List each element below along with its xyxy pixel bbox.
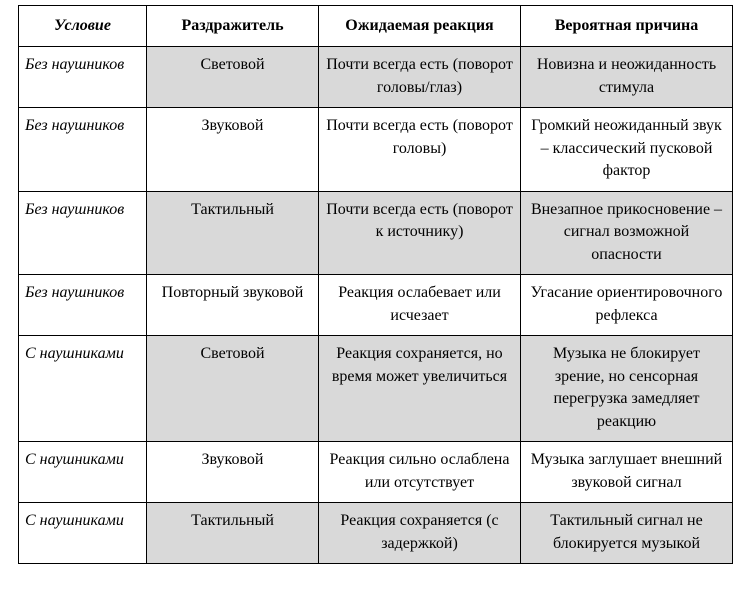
header-stimulus: Раздражитель	[147, 6, 319, 47]
cell-stimulus: Тактильный	[147, 191, 319, 275]
table-row	[19, 191, 733, 275]
header-cause: Вероятная причина	[521, 6, 733, 47]
cell-cause: Громкий неожиданный звук – классический пусковой фактор	[521, 108, 733, 192]
header-reaction: Ожидаемая реакция	[319, 6, 521, 47]
cell-cause: Новизна и неожиданность стимула	[521, 47, 733, 108]
experiment-table	[18, 5, 733, 564]
table-row	[19, 503, 733, 564]
table-row	[19, 275, 733, 336]
header-condition: Условие	[19, 6, 147, 47]
cell-stimulus: Звуковой	[147, 442, 319, 503]
cell-condition: Без наушников	[19, 47, 147, 108]
cell-cause: Музыка не блокирует зрение, но сенсорная перегрузка замедляет реакцию	[521, 336, 733, 442]
cell-stimulus: Тактильный	[147, 503, 319, 564]
cell-stimulus: Световой	[147, 336, 319, 442]
cell-cause: Угасание ориентировочного рефлекса	[521, 275, 733, 336]
cell-reaction: Почти всегда есть (поворот к источнику)	[319, 191, 521, 275]
cell-cause: Музыка заглушает внешний звуковой сигнал	[521, 442, 733, 503]
cell-reaction: Почти всегда есть (поворот головы)	[319, 108, 521, 192]
cell-reaction: Реакция сохраняется (с задержкой)	[319, 503, 521, 564]
cell-cause: Внезапное прикосновение – сигнал возможной опасности	[521, 191, 733, 275]
table-row	[19, 442, 733, 503]
cell-condition: С наушниками	[19, 503, 147, 564]
table-row	[19, 108, 733, 192]
cell-condition: Без наушников	[19, 275, 147, 336]
table-row	[19, 336, 733, 442]
table-header-row	[19, 6, 733, 47]
cell-reaction: Реакция сильно ослаблена или отсутствует	[319, 442, 521, 503]
cell-reaction: Почти всегда есть (поворот головы/глаз)	[319, 47, 521, 108]
cell-condition: С наушниками	[19, 336, 147, 442]
cell-reaction: Реакция сохраняется, но время может увеличиться	[319, 336, 521, 442]
cell-condition: С наушниками	[19, 442, 147, 503]
cell-condition: Без наушников	[19, 108, 147, 192]
cell-condition: Без наушников	[19, 191, 147, 275]
table-row	[19, 47, 733, 108]
cell-cause: Тактильный сигнал не блокируется музыкой	[521, 503, 733, 564]
cell-stimulus: Звуковой	[147, 108, 319, 192]
cell-stimulus: Повторный звуковой	[147, 275, 319, 336]
cell-stimulus: Световой	[147, 47, 319, 108]
cell-reaction: Реакция ослабевает или исчезает	[319, 275, 521, 336]
table-body	[19, 47, 733, 564]
